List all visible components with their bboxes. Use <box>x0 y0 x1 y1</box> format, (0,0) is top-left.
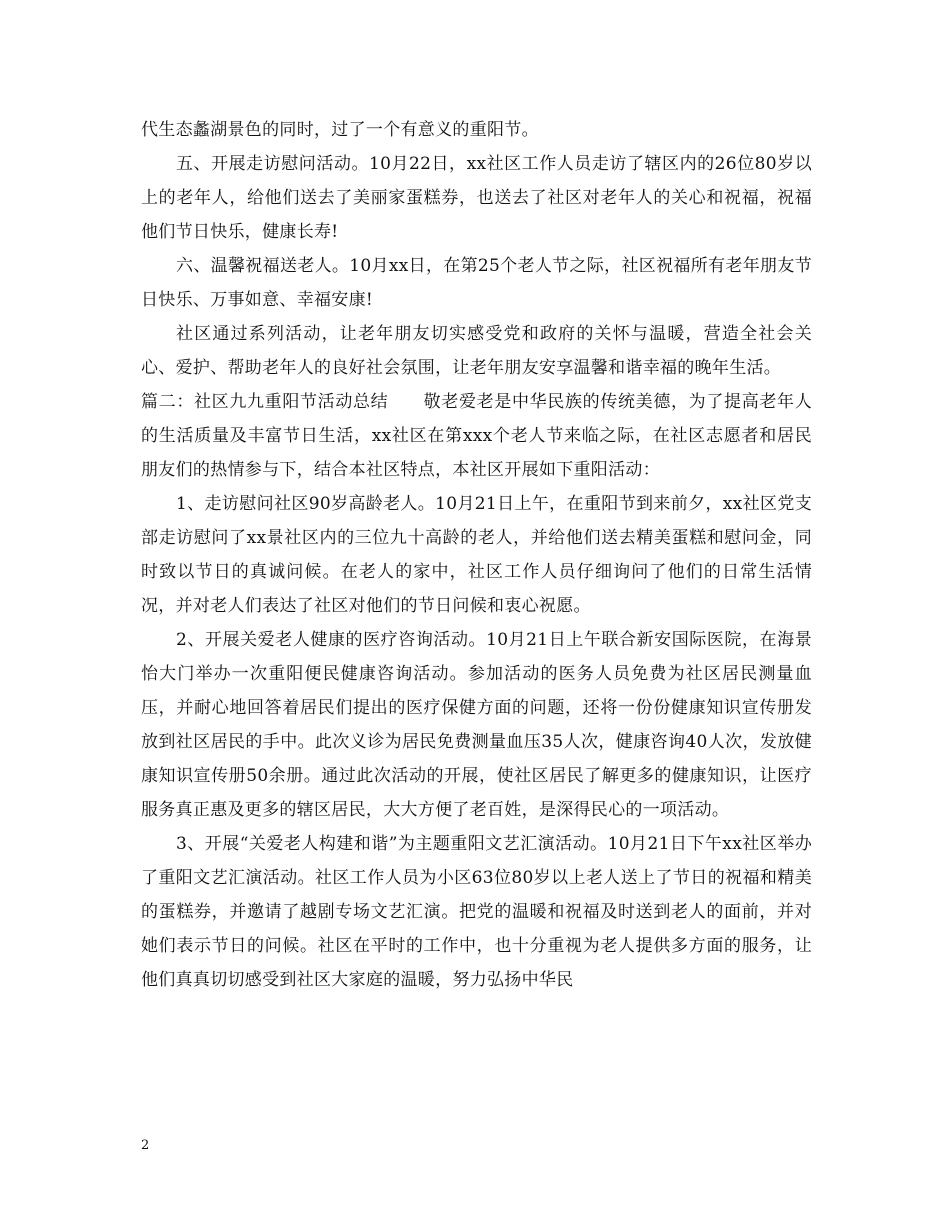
paragraph-visit-activity: 五、开展走访慰问活动。10月22日，xx社区工作人员走访了辖区内的26位80岁以上的老年人，给他们送去了美丽家蛋糕券，也送去了社区对老年人的关心和祝福，祝福他们节日快乐，健康长寿! <box>141 154 812 242</box>
paragraph-item-1: 1、走访慰问社区90岁高龄老人。10月21日上午，在重阳节到来前夕，xx社区党支部走访慰问了xx景社区内的三位九十高龄的老人，并给他们送去精美蛋糕和慰问金，同时致以节日的真诚问候。在老人的家中，社区工作人员仔细询问了他们的日常生活情况，并对老人们表达了社区对他们的节日问候和衷心祝愿。 <box>141 494 812 616</box>
document-body <box>141 113 812 997</box>
paragraph-blessing: 六、温馨祝福送老人。10月xx日，在第25个老人节之际，社区祝福所有老年朋友节日快乐、万事如意、幸福安康! <box>141 256 812 310</box>
paragraph-item-3: 3、开展“关爱老人构建和谐”为主题重阳文艺汇演活动。10月21日下午xx社区举办了重阳文艺汇演活动。社区工作人员为小区63位80岁以上老人送上了节日的祝福和精美的蛋糕券，并邀请了越剧专场文艺汇演。把党的温暖和祝福及时送到老人的面前，并对她们表示节日的问候。社区在平时的工作中，也十分重视为老人提供多方面的服务，让他们真真切切感受到社区大家庭的温暖，努力弘扬中华民 <box>141 834 812 990</box>
paragraph-continuation: 代生态蠡湖景色的同时，过了一个有意义的重阳节。 <box>141 120 539 140</box>
page-number: 2 <box>141 1138 150 1153</box>
paragraph-part-two-heading: 篇二：社区九九重阳节活动总结 敬老爱老是中华民族的传统美德，为了提高老年人的生活质量及丰富节日生活，xx社区在第xxx个老人节来临之际，在社区志愿者和居民朋友们的热情参与下，结合本社区特点，本社区开展如下重阳活动： <box>141 392 812 480</box>
paragraph-item-2: 2、开展关爱老人健康的医疗咨询活动。10月21日上午联合新安国际医院，在海景怡大门举办一次重阳便民健康咨询活动。参加活动的医务人员免费为社区居民测量血压，并耐心地回答着居民们提出的医疗保健方面的问题，还将一份份健康知识宣传册发放到社区居民的手中。此次义诊为居民免费测量血压35人次，健康咨询40人次，发放健康知识宣传册50余册。通过此次活动的开展，使社区居民了解更多的健康知识，让医疗服务真正惠及更多的辖区居民，大大方便了老百姓，是深得民心的一项活动。 <box>141 630 812 820</box>
paragraph-summary: 社区通过系列活动，让老年朋友切实感受党和政府的关怀与温暖，营造全社会关心、爱护、帮助老年人的良好社会氛围，让老年朋友安享温馨和谐幸福的晚年生活。 <box>141 324 812 378</box>
